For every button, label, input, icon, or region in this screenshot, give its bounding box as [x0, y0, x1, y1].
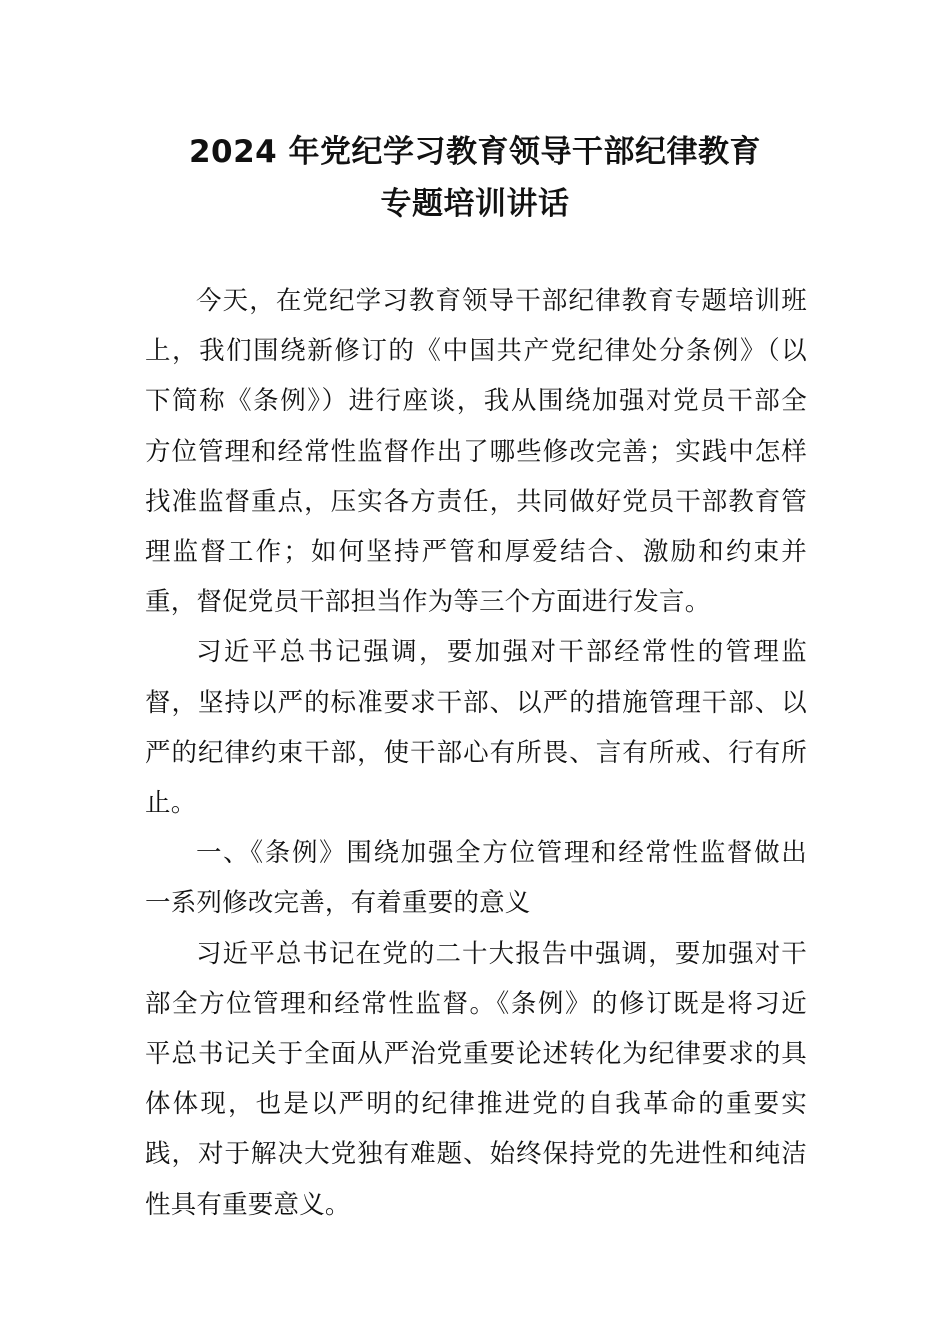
text-line: 重，督促党员干部担当作为等三个方面进行发言。 — [145, 587, 711, 618]
text-line: 践，对于解决大党独有难题、始终保持党的先进性和纯洁 — [145, 1139, 807, 1170]
paragraph-section-1 — [145, 929, 807, 1230]
section-heading-1 — [145, 828, 807, 928]
text-line: 止。 — [145, 788, 197, 819]
text-line: 下简称《条例》）进行座谈，我从围绕加强对党员干部全 — [145, 386, 807, 417]
paragraph-intro — [145, 276, 807, 627]
title-line-2: 专题培训讲话 — [380, 186, 570, 222]
text-line: 上，我们围绕新修订的《中国共产党纪律处分条例》（以 — [145, 336, 807, 367]
text-line: 严的纪律约束干部，使干部心有所畏、言有所戒、行有所 — [145, 737, 807, 768]
text-line: 习近平总书记强调，要加强对干部经常性的管理监 — [196, 637, 807, 668]
title-line-1: 2024 年党纪学习教育领导干部纪律教育 — [188, 134, 762, 170]
text-line: 理监督工作；如何坚持严管和厚爱结合、激励和约束并 — [145, 537, 807, 568]
text-line: 平总书记关于全面从严治党重要论述转化为纪律要求的具 — [145, 1039, 807, 1070]
text-line: 部全方位管理和经常性监督。《条例》的修订既是将习近 — [145, 988, 807, 1019]
document-body — [145, 276, 807, 1230]
text-line: 方位管理和经常性监督作出了哪些修改完善；实践中怎样 — [145, 436, 807, 467]
text-line: 今天，在党纪学习教育领导干部纪律教育专题培训班 — [196, 286, 807, 316]
text-line: 找准监督重点，压实各方责任，共同做好党员干部教育管 — [145, 486, 807, 517]
text-line: 一、《条例》围绕加强全方位管理和经常性监督做出 — [196, 838, 807, 869]
text-line: 性具有重要意义。 — [145, 1189, 351, 1220]
paragraph-quote — [145, 627, 807, 828]
text-line: 一系列修改完善，有着重要的意义 — [145, 888, 531, 919]
text-line: 体体现，也是以严明的纪律推进党的自我革命的重要实 — [145, 1089, 807, 1120]
document-title — [120, 126, 830, 230]
text-line: 督，坚持以严的标准要求干部、以严的措施管理干部、以 — [145, 687, 807, 718]
text-line: 习近平总书记在党的二十大报告中强调，要加强对干 — [196, 938, 807, 969]
